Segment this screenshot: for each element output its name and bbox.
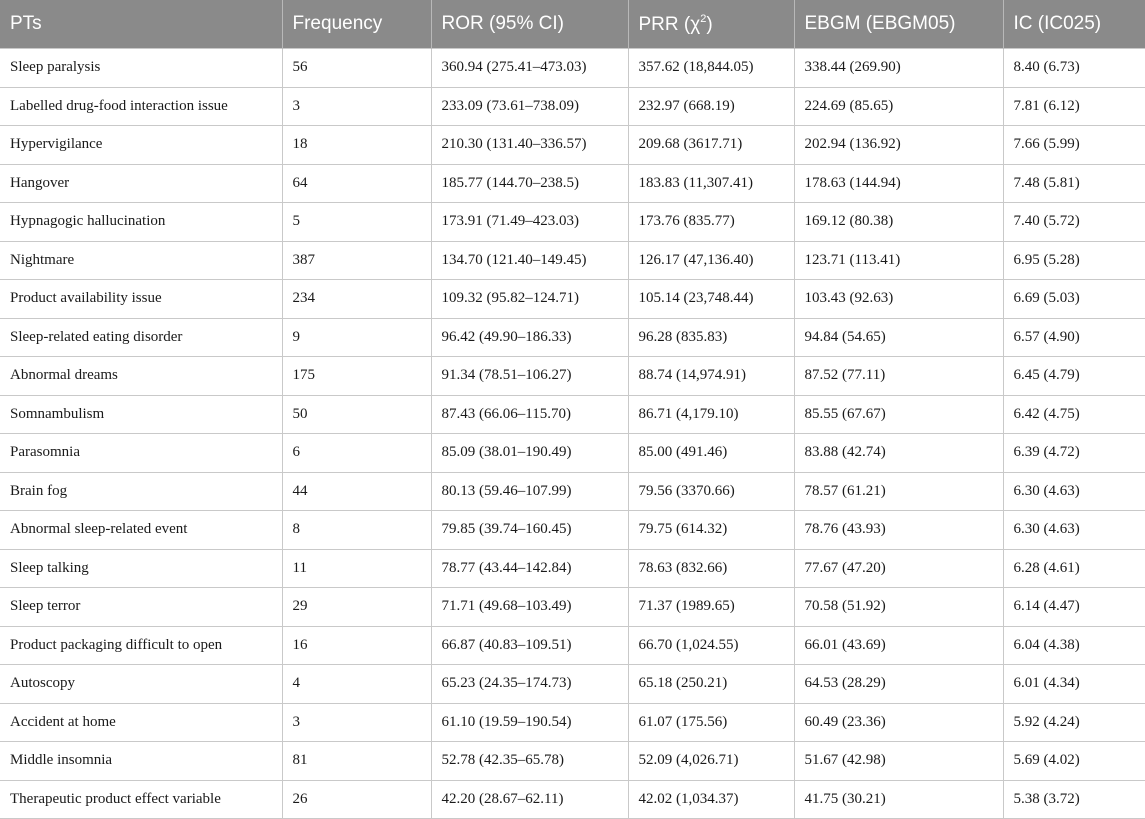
cell-ebgm: 41.75 (30.21) xyxy=(794,780,1003,819)
cell-ic: 6.39 (4.72) xyxy=(1003,434,1145,473)
table-row xyxy=(0,434,1145,473)
header-frequency: Frequency xyxy=(282,0,431,49)
table-row xyxy=(0,164,1145,203)
cell-ic: 6.69 (5.03) xyxy=(1003,280,1145,319)
header-pt: PTs xyxy=(0,0,282,49)
cell-frequency: 44 xyxy=(282,472,431,511)
cell-ror: 78.77 (43.44–142.84) xyxy=(431,549,628,588)
cell-ic: 5.69 (4.02) xyxy=(1003,742,1145,781)
cell-ror: 185.77 (144.70–238.5) xyxy=(431,164,628,203)
cell-ic: 7.66 (5.99) xyxy=(1003,126,1145,165)
cell-ic: 8.40 (6.73) xyxy=(1003,49,1145,88)
cell-ror: 79.85 (39.74–160.45) xyxy=(431,511,628,550)
cell-ror: 87.43 (66.06–115.70) xyxy=(431,395,628,434)
cell-frequency: 81 xyxy=(282,742,431,781)
cell-ebgm: 178.63 (144.94) xyxy=(794,164,1003,203)
cell-ror: 80.13 (59.46–107.99) xyxy=(431,472,628,511)
cell-ebgm: 60.49 (23.36) xyxy=(794,703,1003,742)
cell-frequency: 26 xyxy=(282,780,431,819)
cell-ic: 6.14 (4.47) xyxy=(1003,588,1145,627)
cell-ic: 6.42 (4.75) xyxy=(1003,395,1145,434)
cell-ebgm: 123.71 (113.41) xyxy=(794,241,1003,280)
cell-frequency: 11 xyxy=(282,549,431,588)
header-prr-close: ) xyxy=(706,13,713,35)
cell-prr: 86.71 (4,179.10) xyxy=(628,395,794,434)
cell-ic: 7.81 (6.12) xyxy=(1003,87,1145,126)
cell-ebgm: 64.53 (28.29) xyxy=(794,665,1003,704)
cell-frequency: 3 xyxy=(282,703,431,742)
cell-ror: 233.09 (73.61–738.09) xyxy=(431,87,628,126)
cell-ebgm: 83.88 (42.74) xyxy=(794,434,1003,473)
cell-ror: 71.71 (49.68–103.49) xyxy=(431,588,628,627)
table-header xyxy=(0,0,1145,49)
cell-prr: 66.70 (1,024.55) xyxy=(628,626,794,665)
table-row xyxy=(0,395,1145,434)
table-row xyxy=(0,318,1145,357)
cell-frequency: 56 xyxy=(282,49,431,88)
cell-ebgm: 224.69 (85.65) xyxy=(794,87,1003,126)
table-row xyxy=(0,241,1145,280)
cell-ic: 6.04 (4.38) xyxy=(1003,626,1145,665)
cell-pt: Accident at home xyxy=(0,703,282,742)
cell-ic: 6.28 (4.61) xyxy=(1003,549,1145,588)
cell-frequency: 16 xyxy=(282,626,431,665)
cell-pt: Labelled drug-food interaction issue xyxy=(0,87,282,126)
cell-ebgm: 78.57 (61.21) xyxy=(794,472,1003,511)
cell-prr: 42.02 (1,034.37) xyxy=(628,780,794,819)
cell-frequency: 9 xyxy=(282,318,431,357)
cell-ebgm: 338.44 (269.90) xyxy=(794,49,1003,88)
cell-frequency: 18 xyxy=(282,126,431,165)
cell-frequency: 387 xyxy=(282,241,431,280)
cell-ror: 65.23 (24.35–174.73) xyxy=(431,665,628,704)
cell-prr: 88.74 (14,974.91) xyxy=(628,357,794,396)
cell-frequency: 64 xyxy=(282,164,431,203)
cell-ebgm: 94.84 (54.65) xyxy=(794,318,1003,357)
cell-pt: Therapeutic product effect variable xyxy=(0,780,282,819)
table-row xyxy=(0,280,1145,319)
cell-prr: 173.76 (835.77) xyxy=(628,203,794,242)
cell-frequency: 234 xyxy=(282,280,431,319)
header-row xyxy=(0,0,1145,49)
cell-pt: Hypervigilance xyxy=(0,126,282,165)
cell-frequency: 8 xyxy=(282,511,431,550)
cell-ror: 96.42 (49.90–186.33) xyxy=(431,318,628,357)
table-row xyxy=(0,665,1145,704)
cell-ror: 61.10 (19.59–190.54) xyxy=(431,703,628,742)
cell-prr: 183.83 (11,307.41) xyxy=(628,164,794,203)
table-row xyxy=(0,742,1145,781)
cell-pt: Sleep talking xyxy=(0,549,282,588)
header-ebgm: EBGM (EBGM05) xyxy=(794,0,1003,49)
cell-ebgm: 169.12 (80.38) xyxy=(794,203,1003,242)
cell-pt: Middle insomnia xyxy=(0,742,282,781)
cell-prr: 65.18 (250.21) xyxy=(628,665,794,704)
cell-ebgm: 70.58 (51.92) xyxy=(794,588,1003,627)
cell-pt: Autoscopy xyxy=(0,665,282,704)
table-row xyxy=(0,49,1145,88)
cell-prr: 232.97 (668.19) xyxy=(628,87,794,126)
cell-pt: Product availability issue xyxy=(0,280,282,319)
cell-pt: Abnormal sleep-related event xyxy=(0,511,282,550)
table-row xyxy=(0,511,1145,550)
header-ror: ROR (95% CI) xyxy=(431,0,628,49)
header-prr-label: PRR (χ xyxy=(638,13,701,35)
header-prr xyxy=(628,0,794,49)
cell-ebgm: 66.01 (43.69) xyxy=(794,626,1003,665)
cell-pt: Hangover xyxy=(0,164,282,203)
cell-ic: 6.30 (4.63) xyxy=(1003,472,1145,511)
cell-pt: Parasomnia xyxy=(0,434,282,473)
table-row xyxy=(0,126,1145,165)
cell-prr: 85.00 (491.46) xyxy=(628,434,794,473)
cell-ic: 6.01 (4.34) xyxy=(1003,665,1145,704)
cell-ebgm: 78.76 (43.93) xyxy=(794,511,1003,550)
cell-prr: 209.68 (3617.71) xyxy=(628,126,794,165)
cell-frequency: 3 xyxy=(282,87,431,126)
cell-prr: 79.75 (614.32) xyxy=(628,511,794,550)
cell-ror: 42.20 (28.67–62.11) xyxy=(431,780,628,819)
cell-pt: Hypnagogic hallucination xyxy=(0,203,282,242)
cell-prr: 71.37 (1989.65) xyxy=(628,588,794,627)
cell-ror: 134.70 (121.40–149.45) xyxy=(431,241,628,280)
table-row xyxy=(0,87,1145,126)
cell-ebgm: 51.67 (42.98) xyxy=(794,742,1003,781)
table-row xyxy=(0,626,1145,665)
cell-frequency: 29 xyxy=(282,588,431,627)
cell-ebgm: 202.94 (136.92) xyxy=(794,126,1003,165)
cell-ebgm: 85.55 (67.67) xyxy=(794,395,1003,434)
cell-ror: 66.87 (40.83–109.51) xyxy=(431,626,628,665)
cell-prr: 79.56 (3370.66) xyxy=(628,472,794,511)
cell-ic: 7.40 (5.72) xyxy=(1003,203,1145,242)
cell-ic: 5.92 (4.24) xyxy=(1003,703,1145,742)
cell-pt: Somnambulism xyxy=(0,395,282,434)
cell-pt: Sleep-related eating disorder xyxy=(0,318,282,357)
cell-ror: 210.30 (131.40–336.57) xyxy=(431,126,628,165)
cell-ic: 6.95 (5.28) xyxy=(1003,241,1145,280)
cell-ic: 7.48 (5.81) xyxy=(1003,164,1145,203)
cell-frequency: 50 xyxy=(282,395,431,434)
table-row xyxy=(0,549,1145,588)
cell-ror: 360.94 (275.41–473.03) xyxy=(431,49,628,88)
cell-frequency: 175 xyxy=(282,357,431,396)
table-row xyxy=(0,357,1145,396)
cell-pt: Sleep paralysis xyxy=(0,49,282,88)
cell-prr: 78.63 (832.66) xyxy=(628,549,794,588)
cell-ror: 109.32 (95.82–124.71) xyxy=(431,280,628,319)
table-body xyxy=(0,49,1145,819)
cell-prr: 61.07 (175.56) xyxy=(628,703,794,742)
cell-prr: 126.17 (47,136.40) xyxy=(628,241,794,280)
cell-ror: 173.91 (71.49–423.03) xyxy=(431,203,628,242)
header-ic: IC (IC025) xyxy=(1003,0,1145,49)
table-row xyxy=(0,780,1145,819)
cell-ic: 6.30 (4.63) xyxy=(1003,511,1145,550)
cell-ror: 52.78 (42.35–65.78) xyxy=(431,742,628,781)
cell-ebgm: 87.52 (77.11) xyxy=(794,357,1003,396)
cell-ic: 6.45 (4.79) xyxy=(1003,357,1145,396)
cell-ebgm: 77.67 (47.20) xyxy=(794,549,1003,588)
cell-ror: 85.09 (38.01–190.49) xyxy=(431,434,628,473)
table-row xyxy=(0,703,1145,742)
cell-pt: Product packaging difficult to open xyxy=(0,626,282,665)
table-row xyxy=(0,472,1145,511)
table-row xyxy=(0,588,1145,627)
cell-ror: 91.34 (78.51–106.27) xyxy=(431,357,628,396)
cell-prr: 96.28 (835.83) xyxy=(628,318,794,357)
cell-ic: 6.57 (4.90) xyxy=(1003,318,1145,357)
cell-prr: 52.09 (4,026.71) xyxy=(628,742,794,781)
cell-prr: 357.62 (18,844.05) xyxy=(628,49,794,88)
cell-ic: 5.38 (3.72) xyxy=(1003,780,1145,819)
cell-frequency: 5 xyxy=(282,203,431,242)
cell-frequency: 6 xyxy=(282,434,431,473)
cell-prr: 105.14 (23,748.44) xyxy=(628,280,794,319)
cell-pt: Nightmare xyxy=(0,241,282,280)
header-prr-superscript: 2 xyxy=(700,12,707,25)
cell-pt: Brain fog xyxy=(0,472,282,511)
cell-frequency: 4 xyxy=(282,665,431,704)
cell-pt: Sleep terror xyxy=(0,588,282,627)
cell-ebgm: 103.43 (92.63) xyxy=(794,280,1003,319)
cell-pt: Abnormal dreams xyxy=(0,357,282,396)
table-row xyxy=(0,203,1145,242)
